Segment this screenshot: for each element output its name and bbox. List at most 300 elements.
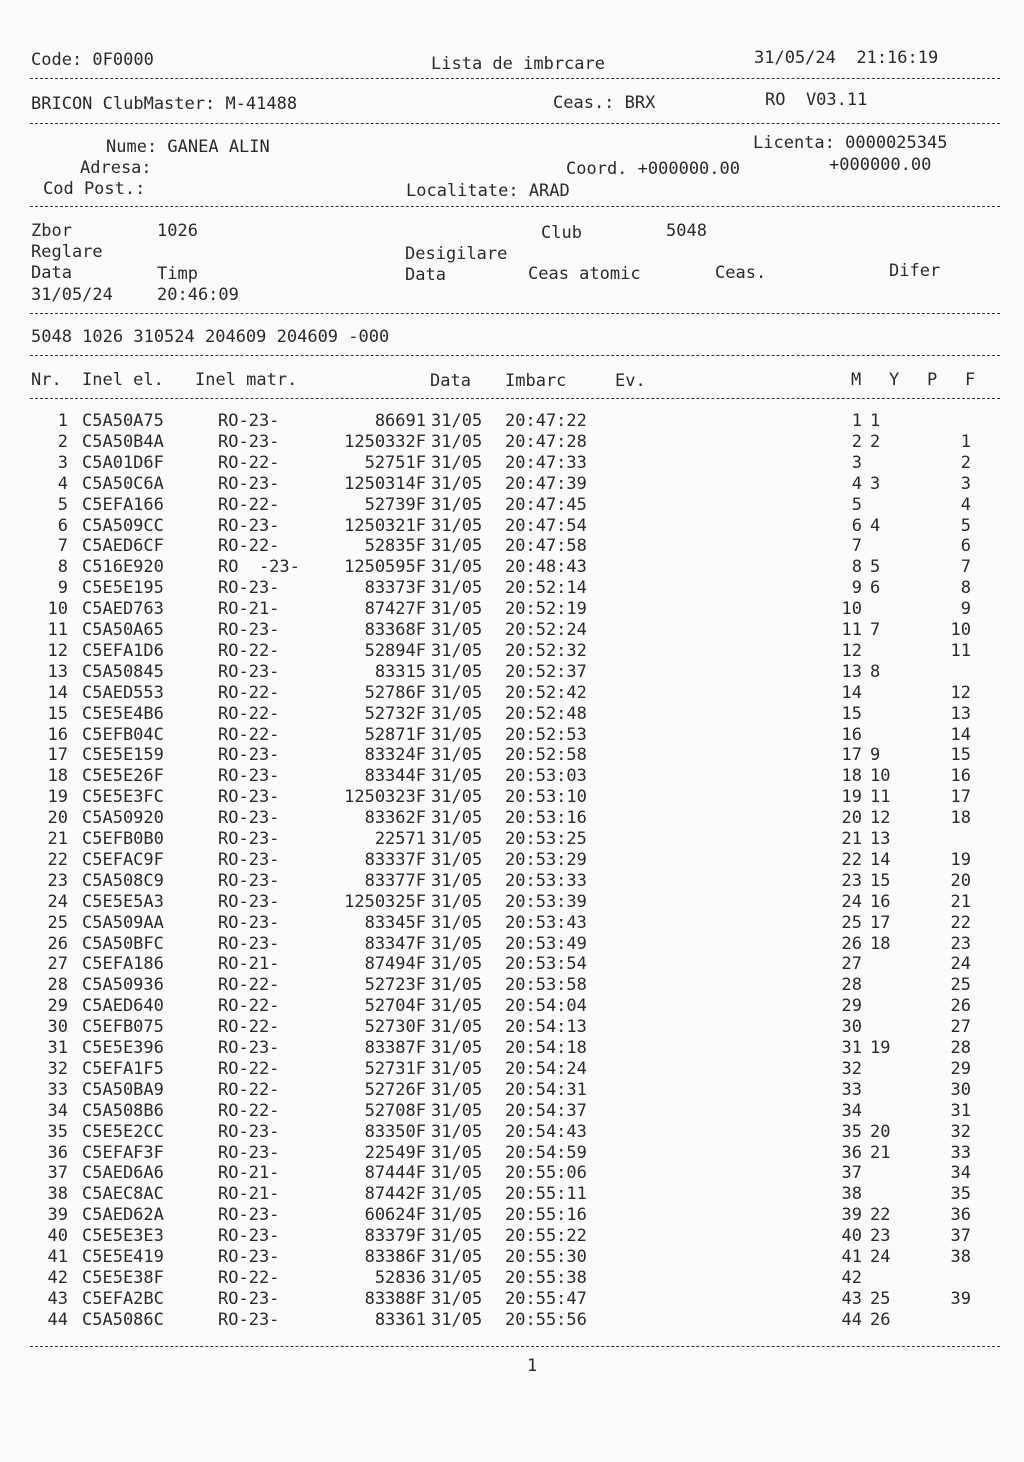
ring-prefix: RO-23- (218, 411, 280, 431)
electronic-ring: C5AED763 (82, 599, 164, 620)
reglare-time: 20:46:09 (157, 285, 239, 305)
ring-number: 1250323F (344, 787, 426, 808)
col-m-value: 35 (841, 1121, 862, 1142)
arrival-time: 20:53:54 (505, 954, 587, 975)
divider (30, 355, 1000, 356)
col-m-value: 13 (841, 661, 862, 682)
col-f-value: 33 (950, 1142, 971, 1163)
arrival-time: 20:47:58 (505, 536, 587, 557)
arrival-date: 31/05 (431, 411, 483, 431)
row-number: 11 (47, 620, 68, 640)
arrival-time: 20:55:56 (505, 1309, 587, 1330)
row-number: 35 (47, 1121, 68, 1142)
reglare-label: Reglare (31, 242, 103, 262)
ring-number: 83362F (364, 808, 426, 829)
col-y-value: 25 (870, 1288, 891, 1309)
reglare-date: 31/05/24 (31, 285, 113, 305)
arrival-time: 20:54:37 (505, 1100, 587, 1121)
ring-prefix: RO-23- (218, 745, 280, 766)
ring-number: 52723F (364, 975, 426, 996)
electronic-ring: C5A50845 (82, 661, 164, 682)
col-f-value: 39 (950, 1288, 971, 1309)
ring-number: 1250314F (344, 473, 426, 494)
col-f-value: 23 (950, 933, 971, 954)
ring-number: 87494F (364, 954, 426, 975)
col-inel-el-header: Inel el. (82, 370, 164, 390)
col-m-value: 40 (841, 1226, 862, 1247)
ring-prefix: RO-23- (218, 891, 280, 912)
ring-number: 87442F (364, 1184, 426, 1205)
col-m-value: 19 (841, 787, 862, 808)
ring-prefix: RO-23- (218, 766, 280, 787)
col-y-value: 26 (870, 1309, 891, 1330)
electronic-ring: C5A50920 (82, 808, 164, 829)
row-number: 18 (47, 766, 68, 787)
col-f-value: 24 (950, 954, 971, 975)
ring-number: 52708F (364, 1100, 426, 1121)
row-number: 25 (47, 912, 68, 933)
col-f-value: 2 (960, 452, 971, 473)
ring-prefix: RO-23- (218, 473, 280, 494)
col-m-header: M (851, 370, 862, 390)
electronic-ring: C5A508B6 (82, 1100, 164, 1121)
arrival-time: 20:55:47 (505, 1288, 587, 1309)
col-m-value: 15 (841, 703, 862, 724)
ring-prefix: RO-21- (218, 1163, 280, 1184)
row-number: 7 (57, 536, 68, 557)
row-number: 5 (57, 494, 68, 515)
row-number: 20 (47, 808, 68, 829)
electronic-ring: C5E5E3E3 (82, 1226, 164, 1247)
col-y-value: 20 (870, 1121, 891, 1142)
ring-number: 52786F (364, 682, 426, 703)
col-m-value: 7 (851, 536, 862, 557)
arrival-date: 31/05 (431, 473, 483, 494)
table-row (0, 975, 1024, 996)
desigilare-date-label: Data (405, 265, 446, 285)
row-number: 12 (47, 640, 68, 661)
col-m-value: 2 (851, 431, 862, 452)
arrival-date: 31/05 (431, 954, 483, 975)
arrival-date: 31/05 (431, 515, 483, 536)
col-f-value: 8 (960, 578, 971, 599)
ring-prefix: RO-22- (218, 682, 280, 703)
arrival-date: 31/05 (431, 1079, 483, 1100)
col-y-value: 12 (870, 808, 891, 829)
table-row (0, 495, 1024, 516)
col-y-value: 17 (870, 912, 891, 933)
col-m-value: 24 (841, 891, 862, 912)
atomic-clock-label: Ceas atomic (528, 264, 641, 284)
ring-number: 52836 (374, 1267, 426, 1288)
table-row (0, 1122, 1024, 1143)
table-row (0, 1163, 1024, 1184)
ring-prefix: RO-22- (218, 1267, 280, 1288)
col-nr-header: Nr. (31, 370, 62, 390)
arrival-time: 20:55:16 (505, 1205, 587, 1226)
arrival-time: 20:52:58 (505, 745, 587, 766)
table-row (0, 934, 1024, 955)
col-f-value: 36 (950, 1205, 971, 1226)
ring-number: 83379F (364, 1226, 426, 1247)
col-m-value: 29 (841, 996, 862, 1017)
arrival-time: 20:53:25 (505, 829, 587, 849)
divider (30, 398, 1000, 399)
arrival-date: 31/05 (431, 996, 483, 1017)
col-m-value: 16 (841, 724, 862, 745)
col-f-value: 6 (960, 536, 971, 557)
col-m-value: 18 (841, 766, 862, 787)
arrival-time: 20:48:43 (505, 557, 587, 578)
arrival-time: 20:47:28 (505, 431, 587, 452)
arrival-time: 20:47:45 (505, 494, 587, 515)
row-number: 40 (47, 1226, 68, 1247)
ring-number: 1250332F (344, 431, 426, 452)
col-y-value: 14 (870, 849, 891, 870)
row-number: 8 (57, 557, 68, 578)
arrival-date: 31/05 (431, 599, 483, 620)
table-row (0, 996, 1024, 1017)
ring-prefix: RO-23- (218, 578, 280, 599)
col-f-value: 34 (950, 1163, 971, 1184)
col-m-value: 44 (841, 1309, 862, 1330)
electronic-ring: C5EFA2BC (82, 1288, 164, 1309)
col-y-value: 23 (870, 1226, 891, 1247)
col-m-value: 33 (841, 1079, 862, 1100)
divider (30, 78, 1000, 79)
col-inel-matr-header: Inel matr. (195, 370, 298, 390)
ring-prefix: RO-23- (218, 808, 280, 829)
row-number: 3 (57, 452, 68, 473)
electronic-ring: C5AED62A (82, 1205, 164, 1226)
electronic-ring: C5EFB0B0 (82, 829, 164, 849)
col-f-value: 31 (950, 1100, 971, 1121)
electronic-ring: C5EFA166 (82, 494, 164, 515)
electronic-ring: C5A508C9 (82, 870, 164, 891)
ring-number: 52732F (364, 703, 426, 724)
col-y-value: 1 (870, 411, 881, 431)
arrival-date: 31/05 (431, 1205, 483, 1226)
table-row (0, 1101, 1024, 1122)
electronic-ring: C5E5E26F (82, 766, 164, 787)
ring-number: 52871F (364, 724, 426, 745)
table-row (0, 1038, 1024, 1059)
arrival-time: 20:52:42 (505, 682, 587, 703)
col-f-header: F (965, 370, 976, 390)
ring-prefix: RO-22- (218, 724, 280, 745)
address-label: Adresa: (80, 158, 152, 178)
col-m-value: 37 (841, 1163, 862, 1184)
table-row (0, 683, 1024, 704)
col-y-value: 10 (870, 766, 891, 787)
col-f-value: 28 (950, 1038, 971, 1058)
table-row (0, 620, 1024, 641)
arrival-date: 31/05 (431, 870, 483, 891)
col-y-value: 2 (870, 431, 881, 452)
col-m-value: 36 (841, 1142, 862, 1163)
ring-number: 52739F (364, 494, 426, 515)
table-row (0, 1017, 1024, 1038)
arrival-time: 20:55:30 (505, 1247, 587, 1267)
arrival-date: 31/05 (431, 1142, 483, 1163)
col-f-value: 11 (950, 640, 971, 661)
table-row (0, 1143, 1024, 1164)
ring-prefix: RO-22- (218, 975, 280, 996)
ring-prefix: RO-21- (218, 1184, 280, 1205)
arrival-date: 31/05 (431, 975, 483, 996)
electronic-ring: C5EFA1D6 (82, 640, 164, 661)
arrival-time: 20:53:58 (505, 975, 587, 996)
arrival-time: 20:47:39 (505, 473, 587, 494)
arrival-date: 31/05 (431, 431, 483, 452)
col-m-value: 26 (841, 933, 862, 954)
table-row (0, 892, 1024, 913)
col-imbarc-header: Imbarc (505, 371, 567, 391)
electronic-ring: C5EFA186 (82, 954, 164, 975)
col-f-value: 35 (950, 1184, 971, 1205)
arrival-date: 31/05 (431, 849, 483, 870)
table-row (0, 536, 1024, 557)
col-y-value: 4 (870, 515, 881, 536)
arrival-date: 31/05 (431, 745, 483, 766)
arrival-date: 31/05 (431, 933, 483, 954)
row-number: 23 (47, 870, 68, 891)
col-m-value: 23 (841, 870, 862, 891)
col-f-value: 17 (950, 787, 971, 808)
ring-number: 1250325F (344, 891, 426, 912)
ring-prefix: RO-23- (218, 515, 280, 536)
col-m-value: 39 (841, 1205, 862, 1226)
locality: Localitate: ARAD (406, 181, 570, 201)
clock-id: Ceas.: BRX (553, 93, 656, 113)
arrival-time: 20:52:37 (505, 661, 587, 682)
row-number: 17 (47, 745, 68, 766)
ring-prefix: RO-23- (218, 620, 280, 640)
ring-prefix: RO-22- (218, 1058, 280, 1079)
owner-name: Nume: GANEA ALIN (106, 137, 270, 157)
ring-number: 83373F (364, 578, 426, 599)
col-f-value: 15 (950, 745, 971, 766)
ring-prefix: RO-22- (218, 640, 280, 661)
col-f-value: 5 (960, 515, 971, 536)
col-f-value: 29 (950, 1058, 971, 1079)
electronic-ring: C5A50A65 (82, 620, 164, 640)
ring-prefix: RO-23- (218, 912, 280, 933)
col-y-value: 5 (870, 557, 881, 578)
arrival-date: 31/05 (431, 1226, 483, 1247)
table-row (0, 1289, 1024, 1310)
arrival-date: 31/05 (431, 912, 483, 933)
col-m-value: 21 (841, 829, 862, 849)
table-row (0, 787, 1024, 808)
ring-prefix: RO-22- (218, 452, 280, 473)
electronic-ring: C5AED553 (82, 682, 164, 703)
reglare-time-label: Timp (157, 264, 198, 284)
ring-number: 1250321F (344, 515, 426, 536)
col-m-value: 20 (841, 808, 862, 829)
ring-prefix: RO-22- (218, 1017, 280, 1038)
arrival-date: 31/05 (431, 1163, 483, 1184)
table-row (0, 829, 1024, 850)
arrival-time: 20:52:32 (505, 640, 587, 661)
row-number: 29 (47, 996, 68, 1017)
arrival-date: 31/05 (431, 452, 483, 473)
arrival-date: 31/05 (431, 557, 483, 578)
arrival-time: 20:52:24 (505, 620, 587, 640)
arrival-time: 20:47:22 (505, 411, 587, 431)
col-f-value: 27 (950, 1017, 971, 1038)
col-f-value: 19 (950, 849, 971, 870)
electronic-ring: C5A50936 (82, 975, 164, 996)
club-label: Club (541, 223, 582, 243)
electronic-ring: C5A5086C (82, 1309, 164, 1330)
row-number: 1 (57, 411, 68, 431)
col-f-value: 38 (950, 1247, 971, 1267)
row-number: 2 (57, 431, 68, 452)
ring-number: 83345F (364, 912, 426, 933)
ring-number: 83350F (364, 1121, 426, 1142)
arrival-date: 31/05 (431, 766, 483, 787)
arrival-date: 31/05 (431, 578, 483, 599)
arrival-time: 20:53:43 (505, 912, 587, 933)
ring-number: 83344F (364, 766, 426, 787)
col-m-value: 42 (841, 1267, 862, 1288)
arrival-date: 31/05 (431, 536, 483, 557)
col-m-value: 4 (851, 473, 862, 494)
col-f-value: 9 (960, 599, 971, 620)
table-row (0, 1268, 1024, 1289)
arrival-date: 31/05 (431, 1038, 483, 1058)
ring-number: 52704F (364, 996, 426, 1017)
col-m-value: 3 (851, 452, 862, 473)
table-row (0, 411, 1024, 432)
row-number: 27 (47, 954, 68, 975)
col-f-value: 3 (960, 473, 971, 494)
arrival-time: 20:53:03 (505, 766, 587, 787)
row-number: 42 (47, 1267, 68, 1288)
electronic-ring: C5A50A75 (82, 411, 164, 431)
arrival-date: 31/05 (431, 620, 483, 640)
col-y-value: 11 (870, 787, 891, 808)
row-number: 28 (47, 975, 68, 996)
col-m-value: 14 (841, 682, 862, 703)
row-number: 31 (47, 1038, 68, 1058)
club-number: 5048 (666, 221, 707, 241)
ring-prefix: RO-22- (218, 494, 280, 515)
col-m-value: 43 (841, 1288, 862, 1309)
desigilare-label: Desigilare (405, 244, 508, 264)
col-f-value: 22 (950, 912, 971, 933)
table-row (0, 578, 1024, 599)
ring-number: 83315 (374, 661, 426, 682)
arrival-date: 31/05 (431, 724, 483, 745)
col-f-value: 25 (950, 975, 971, 996)
arrival-time: 20:55:38 (505, 1267, 587, 1288)
row-number: 26 (47, 933, 68, 954)
ring-prefix: RO-23- (218, 1247, 280, 1267)
arrival-date: 31/05 (431, 661, 483, 682)
col-f-value: 18 (950, 808, 971, 829)
col-m-value: 41 (841, 1247, 862, 1267)
arrival-date: 31/05 (431, 640, 483, 661)
arrival-time: 20:52:48 (505, 703, 587, 724)
ring-prefix: RO-23- (218, 1288, 280, 1309)
clock-label: Ceas. (715, 263, 767, 283)
table-row (0, 432, 1024, 453)
arrival-date: 31/05 (431, 1309, 483, 1330)
electronic-ring: C5A50B4A (82, 431, 164, 452)
ring-prefix: RO-23- (218, 1121, 280, 1142)
electronic-ring: C5E5E3FC (82, 787, 164, 808)
col-y-value: 18 (870, 933, 891, 954)
divider (30, 1346, 1000, 1347)
club-master-id: BRICON ClubMaster: M-41488 (31, 94, 298, 114)
row-number: 13 (47, 661, 68, 682)
table-row (0, 599, 1024, 620)
col-m-value: 31 (841, 1038, 862, 1058)
summary-line: 5048 1026 310524 204609 204609 -000 (31, 327, 390, 347)
flight-number: 1026 (157, 221, 198, 241)
arrival-time: 20:53:33 (505, 870, 587, 891)
row-number: 4 (57, 473, 68, 494)
col-y-value: 21 (870, 1142, 891, 1163)
arrival-date: 31/05 (431, 1288, 483, 1309)
arrival-time: 20:54:31 (505, 1079, 587, 1100)
electronic-ring: C516E920 (82, 557, 164, 578)
row-number: 37 (47, 1163, 68, 1184)
col-m-value: 27 (841, 954, 862, 975)
table-row (0, 557, 1024, 578)
electronic-ring: C5E5E195 (82, 578, 164, 599)
arrival-date: 31/05 (431, 787, 483, 808)
table-row (0, 1247, 1024, 1268)
ring-number: 52726F (364, 1079, 426, 1100)
col-f-value: 10 (950, 620, 971, 640)
table-row (0, 453, 1024, 474)
col-y-value: 6 (870, 578, 881, 599)
ring-number: 86691 (374, 411, 426, 431)
ring-number: 52731F (364, 1058, 426, 1079)
col-y-value: 9 (870, 745, 881, 766)
arrival-time: 20:54:59 (505, 1142, 587, 1163)
electronic-ring: C5EFA1F5 (82, 1058, 164, 1079)
electronic-ring: C5A50BFC (82, 933, 164, 954)
row-number: 30 (47, 1017, 68, 1038)
table-row (0, 766, 1024, 787)
row-number: 33 (47, 1079, 68, 1100)
col-f-value: 26 (950, 996, 971, 1017)
table-row (0, 954, 1024, 975)
ring-number: 87444F (364, 1163, 426, 1184)
ring-number: 83324F (364, 745, 426, 766)
ring-prefix: RO-21- (218, 599, 280, 620)
arrival-date: 31/05 (431, 682, 483, 703)
row-number: 41 (47, 1247, 68, 1267)
ring-prefix: RO-22- (218, 1100, 280, 1121)
col-y-value: 13 (870, 829, 891, 849)
col-f-value: 16 (950, 766, 971, 787)
electronic-ring: C5A509CC (82, 515, 164, 536)
col-m-value: 38 (841, 1184, 862, 1205)
col-m-value: 34 (841, 1100, 862, 1121)
divider (30, 206, 1000, 207)
ring-number: 22571 (374, 829, 426, 849)
ring-number: 52751F (364, 452, 426, 473)
col-y-value: 24 (870, 1247, 891, 1267)
col-f-value: 1 (960, 431, 971, 452)
arrival-date: 31/05 (431, 1267, 483, 1288)
table-row (0, 1226, 1024, 1247)
